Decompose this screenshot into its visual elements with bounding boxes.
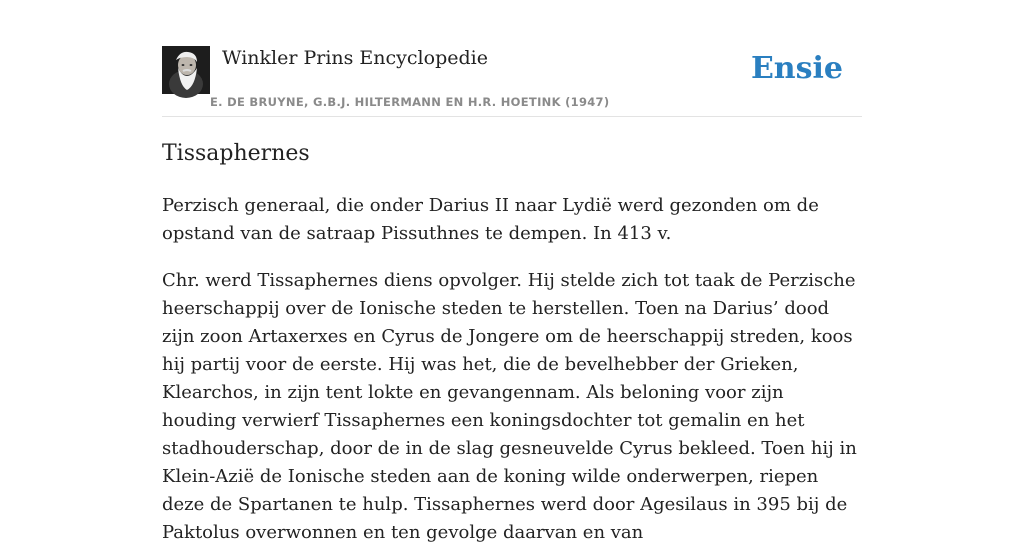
source-header: [162, 44, 862, 117]
article-paragraph: Chr. werd Tissaphernes diens opvolger. Hij stelde zich tot taak de Perzische heerschappij over de Ionische steden te herstellen. Toen na Darius’ dood zijn zoon Artaxerxes en Cyrus de Jongere om de heerschappij streden, koos hij partij voor de eerste. Hij was het, die de bevelhebber der Grieken, Klearchos, in zijn tent lokte en gevangennam. Als beloning voor zijn houding verwierf Tissaphernes een koningsdochter tot gemalin en het stadhouderschap, door de in de slag gesneuvelde Cyrus bekleed. Toen hij in Klein-Azië de Ionische steden aan de koning wilde onderwerpen, riepen deze de Spartanen te hulp. Tissaphernes werd door Agesilaus in 395 bij de Paktolus overwonnen en ten gevolge daarvan en van: [162, 270, 857, 543]
article-title: Tissaphernes: [162, 141, 310, 166]
source-title[interactable]: Winkler Prins Encyclopedie: [222, 47, 488, 69]
article: [162, 138, 862, 547]
ensie-logo-link[interactable]: Ensie: [750, 51, 843, 86]
bearded-portrait-icon: [162, 46, 210, 94]
source-authors: E. DE BRUYNE, G.B.J. HILTERMANN EN H.R. HOETINK (1947): [210, 95, 610, 109]
article-paragraph: Perzisch generaal, die onder Darius II naar Lydië werd gezonden om de opstand van de satraap Pissuthnes te dempen. In 413 v.: [162, 195, 819, 244]
avatar[interactable]: [162, 46, 210, 94]
